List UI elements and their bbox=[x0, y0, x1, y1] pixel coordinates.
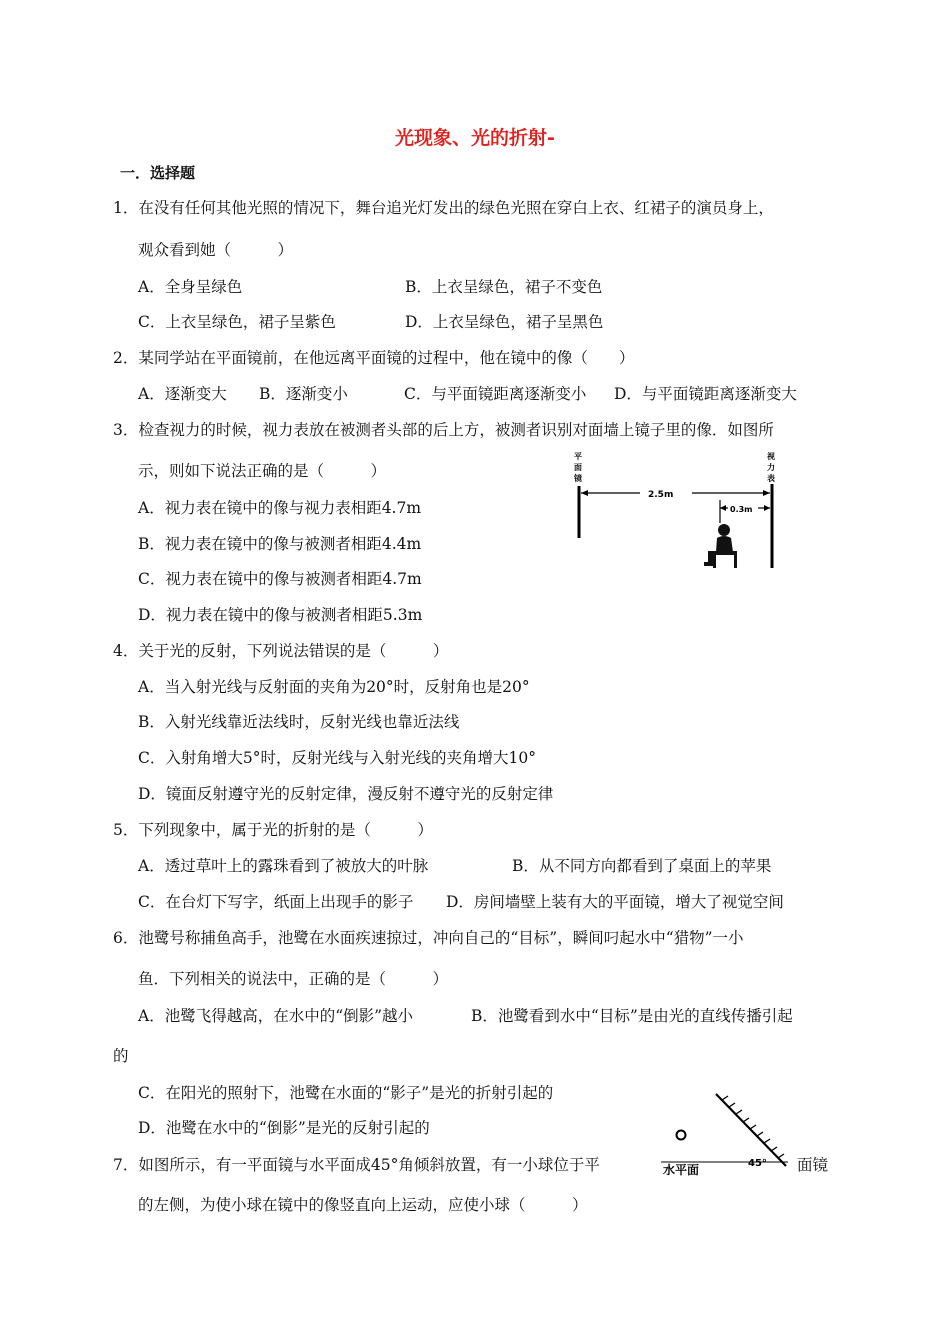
dist-short-label: 0.3m bbox=[730, 505, 753, 514]
q4-option-c: C．入射角增大5°时，反射光线与入射光线的夹角增大10° bbox=[138, 749, 536, 767]
inclined-mirror-figure bbox=[656, 1090, 796, 1180]
q1-option-b: B．上衣呈绿色，裙子不变色 bbox=[405, 278, 603, 296]
arrow-right-icon bbox=[763, 490, 770, 496]
q5-stem: 5．下列现象中，属于光的折射的是（ ） bbox=[113, 821, 433, 839]
q6-option-d: D．池鹭在水中的“倒影”是光的反射引起的 bbox=[138, 1119, 430, 1137]
q4-option-d: D．镜面反射遵守光的反射定律，漫反射不遵守光的反射定律 bbox=[138, 785, 554, 803]
section-heading: 一．选择题 bbox=[120, 164, 196, 182]
q6-stem-line2: 鱼．下列相关的说法中，正确的是（ ） bbox=[138, 970, 449, 988]
ball-icon bbox=[677, 1131, 686, 1140]
q2-option-d: D．与平面镜距离逐渐变大 bbox=[614, 385, 797, 403]
arrow-left-icon bbox=[581, 490, 588, 496]
q6-option-b-tail: 的 bbox=[113, 1047, 129, 1065]
q5-option-c: C．在台灯下写字，纸面上出现手的影子 bbox=[138, 893, 414, 911]
q6-stem-line1: 6．池鹭号称捕鱼高手，池鹭在水面疾速掠过，冲向自己的“目标”，瞬间叼起水中“猎物”一小 bbox=[113, 929, 744, 947]
q2-stem: 2．某同学站在平面镜前，在他远离平面镜的过程中，他在镜中的像（ ） bbox=[113, 349, 635, 367]
q7-stem-line1b: 面镜 bbox=[797, 1156, 829, 1174]
q3-option-c: C．视力表在镜中的像与被测者相距4.7m bbox=[138, 570, 422, 588]
q6-option-c: C．在阳光的照射下，池鹭在水面的“影子”是光的折射引起的 bbox=[138, 1084, 554, 1102]
q7-stem-line1a: 7．如图所示，有一平面镜与水平面成45°角倾斜放置，有一小球位于平 bbox=[113, 1156, 600, 1174]
short-arrow-right-icon bbox=[764, 505, 770, 511]
q3-option-a: A．视力表在镜中的像与视力表相距4.7m bbox=[138, 499, 422, 517]
q2-option-a: A．逐渐变大 bbox=[138, 385, 227, 403]
q4-option-b: B．入射光线靠近法线时，反射光线也靠近法线 bbox=[138, 713, 460, 731]
q6-option-b: B．池鹭看到水中“目标”是由光的直线传播引起 bbox=[471, 1007, 793, 1025]
q3-stem-line2: 示，则如下说法正确的是（ ） bbox=[138, 462, 387, 480]
dist-total-label: 2.5m bbox=[648, 490, 674, 500]
water-surface-label: 水平面 bbox=[663, 1163, 700, 1177]
q4-option-a: A．当入射光线与反射面的夹角为20°时，反射角也是20° bbox=[138, 678, 530, 696]
chart-label: 视力表 bbox=[767, 452, 775, 483]
q1-option-c: C．上衣呈绿色，裙子呈紫色 bbox=[138, 313, 336, 331]
q7-stem-line2: 的左侧，为使小球在镜中的像竖直向上运动，应使小球（ ） bbox=[138, 1196, 588, 1214]
inclined-mirror bbox=[716, 1094, 786, 1166]
q1-stem-line1: 1．在没有任何其他光照的情况下，舞台追光灯发出的绿色光照在穿白上衣、红裙子的演员身上， bbox=[113, 199, 774, 217]
q5-option-b: B．从不同方向都看到了桌面上的苹果 bbox=[512, 857, 772, 875]
q3-option-d: D．视力表在镜中的像与被测者相距5.3m bbox=[138, 606, 423, 624]
q1-stem-line2: 观众看到她（ ） bbox=[138, 241, 294, 259]
eye-test-figure bbox=[568, 448, 798, 576]
q3-option-b: B．视力表在镜中的像与被测者相距4.4m bbox=[138, 535, 422, 553]
q1-option-d: D．上衣呈绿色，裙子呈黑色 bbox=[405, 313, 604, 331]
mirror-hatching bbox=[722, 1096, 784, 1158]
q5-option-a: A．透过草叶上的露珠看到了被放大的叶脉 bbox=[138, 857, 429, 875]
short-arrow-left-icon bbox=[720, 505, 726, 511]
q2-option-b: B．逐渐变小 bbox=[259, 385, 348, 403]
mirror-label: 平面镜 bbox=[574, 452, 582, 483]
q4-stem: 4．关于光的反射，下列说法错误的是（ ） bbox=[113, 642, 449, 660]
angle-label: 45° bbox=[748, 1158, 767, 1169]
q5-option-d: D．房间墙壁上装有大的平面镜，增大了视觉空间 bbox=[446, 893, 784, 911]
q6-option-a: A．池鹭飞得越高，在水中的“倒影”越小 bbox=[138, 1007, 414, 1025]
seated-person-icon bbox=[704, 524, 737, 568]
q3-stem-line1: 3．检查视力的时候，视力表放在被测者头部的后上方，被测者识别对面墙上镜子里的像．如图所 bbox=[113, 421, 774, 439]
page-title: 光现象、光的折射- bbox=[395, 127, 555, 149]
q2-option-c: C．与平面镜距离逐渐变小 bbox=[404, 385, 587, 403]
q1-option-a: A．全身呈绿色 bbox=[138, 278, 243, 296]
